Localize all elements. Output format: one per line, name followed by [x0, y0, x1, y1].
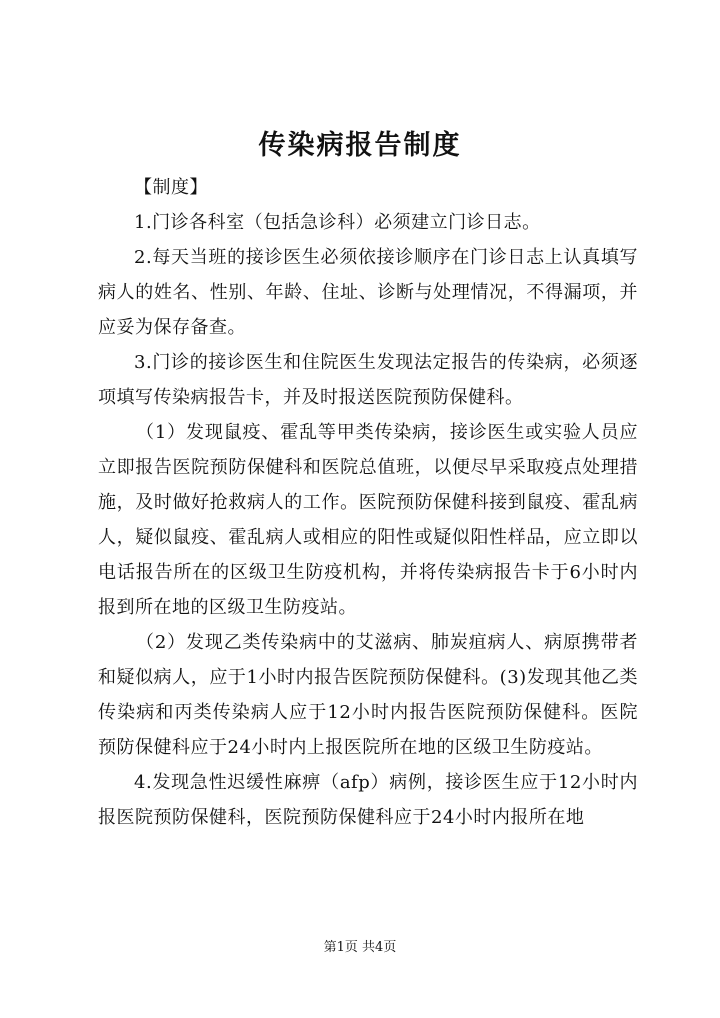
page-title: 传染病报告制度 — [258, 130, 462, 161]
paragraph: 4.发现急性迟缓性麻痹（afp）病例，接诊医生应于12小时内报医院预防保健科，医院预防保健科应于24小时内报所在地 — [98, 772, 638, 828]
page-footer: 第1页 共4页 — [323, 940, 397, 955]
paragraph: （2）发现乙类传染病中的艾滋病、肺炭疽病人、病原携带者和疑似病人，应于1小时内报告医院预防保健科。(3)发现其他乙类传染病和丙类传染病人应于12小时内报告医院预防保健科。医院预防保健科应于24小时内上报医院所在地的区级卫生防疫站。 — [98, 632, 638, 758]
paragraph: 2.每天当班的接诊医生必须依接诊顺序在门诊日志上认真填写病人的姓名、性别、年龄、住址、诊断与处理情况，不得漏项，并应妥为保存备查。 — [98, 247, 638, 338]
paragraph: 3.门诊的接诊医生和住院医生发现法定报告的传染病，必须逐项填写传染病报告卡，并及时报送医院预防保健科。 — [98, 352, 638, 408]
document-body — [98, 170, 638, 835]
paragraph: 1.门诊各科室（包括急诊科）必须建立门诊日志。 — [134, 212, 541, 233]
section-label: 【制度】 — [134, 177, 208, 198]
paragraph: （1）发现鼠疫、霍乱等甲类传染病，接诊医生或实验人员应立即报告医院预防保健科和医院总值班，以便尽早采取疫点处理措施，及时做好抢救病人的工作。医院预防保健科接到鼠疫、霍乱病人，疑似鼠疫、霍乱病人或相应的阳性或疑似阳性样品，应立即以电话报告所在的区级卫生防疫机构，并将传染病报告卡于6小时内报到所在地的区级卫生防疫站。 — [98, 422, 638, 618]
